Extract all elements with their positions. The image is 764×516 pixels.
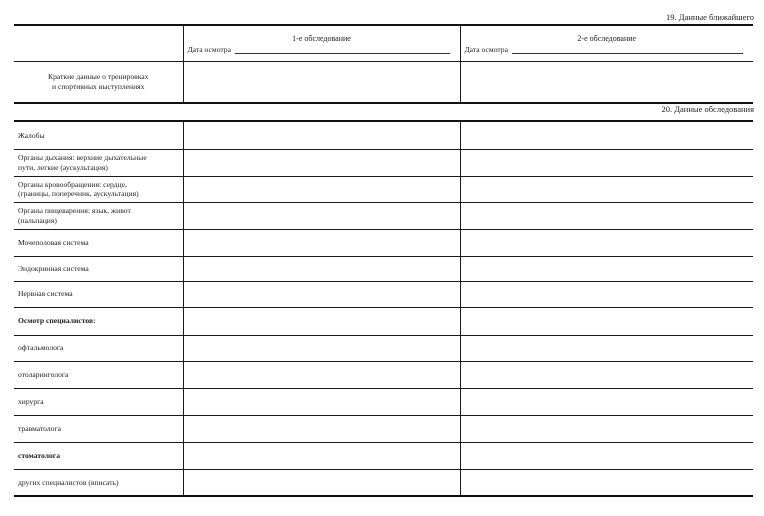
exam1-cell[interactable] (183, 176, 460, 202)
exam1-cell[interactable] (183, 442, 460, 469)
table-row (14, 281, 753, 307)
exam2-cell[interactable] (460, 121, 753, 149)
row-label-line1: Жалобы (18, 130, 45, 140)
exam2-cell[interactable] (460, 229, 753, 256)
exam2-cell[interactable] (460, 415, 753, 442)
row-label (14, 256, 183, 281)
exam2-cell[interactable] (460, 388, 753, 415)
table-row (14, 415, 753, 442)
table-row (14, 176, 753, 202)
row-label (14, 388, 183, 415)
exam2-title: 2-е обследование (577, 34, 637, 44)
exam1-cell[interactable] (183, 469, 460, 496)
table-row (14, 256, 753, 281)
row-label (14, 469, 183, 496)
row-label-line1: отоларинголога (18, 369, 69, 379)
row-label-line1: Органы дыхания: верхние дыхательные (18, 153, 147, 162)
row-label (14, 149, 183, 176)
exam2-cell[interactable] (460, 361, 753, 388)
exam1-cell[interactable] (183, 361, 460, 388)
exam1-cell[interactable] (183, 202, 460, 229)
section-19-caption: 19. Данные ближайшего (666, 12, 754, 22)
table-row (14, 149, 753, 176)
table-row (14, 229, 753, 256)
row-label-line1: Мочеполовая система (18, 237, 89, 247)
row-label-line2: пути, легкие (аускультация) (18, 162, 108, 172)
row-label (14, 121, 183, 149)
row-label-line2: (границы, поперечник, аускультация) (18, 189, 139, 198)
exam1-cell[interactable] (183, 229, 460, 256)
row-label (14, 415, 183, 442)
exam1-cell[interactable] (183, 388, 460, 415)
row-label-line1: стоматолога (18, 450, 61, 460)
row-label-line1: Нервная система (18, 289, 73, 299)
training-label-line1: Краткие данные о тренировках (48, 72, 149, 82)
exam2-cell[interactable] (460, 335, 753, 361)
section-20-caption: 20. Данные обследования (661, 104, 754, 114)
row-label (14, 176, 183, 202)
exam2-header (460, 25, 753, 61)
training-table (14, 24, 753, 104)
row-label (14, 335, 183, 361)
row-label (14, 202, 183, 229)
exam2-date-field[interactable] (512, 46, 743, 54)
row-label-line1: Органы пищеварения: язык, живот (18, 206, 131, 215)
exam1-date-field[interactable] (235, 46, 450, 54)
exam1-cell[interactable] (183, 121, 460, 149)
row-label-line1: Органы кровообращения: сердце, (18, 179, 127, 189)
exam1-cell[interactable] (183, 335, 460, 361)
row-label-line1: травматолога (18, 423, 61, 433)
row-label-line1: Эндокринная система (18, 263, 89, 273)
exam2-cell[interactable] (460, 442, 753, 469)
exam2-cell[interactable] (460, 149, 753, 176)
row-label (14, 229, 183, 256)
exam2-cell[interactable] (460, 281, 753, 307)
row-label-line1: Осмотр специалистов: (18, 316, 96, 326)
exam1-cell[interactable] (183, 281, 460, 307)
exam1-cell[interactable] (183, 415, 460, 442)
exam-table (14, 120, 753, 497)
exam1-header (183, 25, 460, 61)
table-row (14, 442, 753, 469)
exam1-title: 1-е обследование (292, 34, 351, 44)
training-exam2-cell[interactable] (460, 61, 753, 103)
exam1-cell[interactable] (183, 149, 460, 176)
training-label (14, 61, 183, 103)
exam2-cell[interactable] (460, 256, 753, 281)
exam2-cell[interactable] (460, 307, 753, 335)
table-row (14, 361, 753, 388)
row-label-line1: офтальмолога (18, 343, 64, 353)
row-label (14, 281, 183, 307)
exam1-cell[interactable] (183, 307, 460, 335)
exam2-date-label: Дата осмотра (464, 44, 508, 54)
header-empty-cell (14, 25, 183, 61)
training-exam1-cell[interactable] (183, 61, 460, 103)
table-row (14, 307, 753, 335)
row-label (14, 442, 183, 469)
row-label-line1: хирурга (18, 396, 44, 406)
row-label (14, 361, 183, 388)
row-label (14, 307, 183, 335)
table-row (14, 202, 753, 229)
row-label-line1: других специалистов (вписать) (18, 477, 119, 487)
table-row (14, 388, 753, 415)
training-label-line2: и спортивных выступлениях (52, 81, 145, 91)
exam2-cell[interactable] (460, 469, 753, 496)
table-row (14, 335, 753, 361)
table-row (14, 469, 753, 496)
exam1-cell[interactable] (183, 256, 460, 281)
row-label-line2: (пальпация) (18, 215, 57, 225)
exam2-cell[interactable] (460, 176, 753, 202)
exam1-date-label: Дата осмотра (187, 44, 231, 54)
exam2-cell[interactable] (460, 202, 753, 229)
table-row (14, 121, 753, 149)
